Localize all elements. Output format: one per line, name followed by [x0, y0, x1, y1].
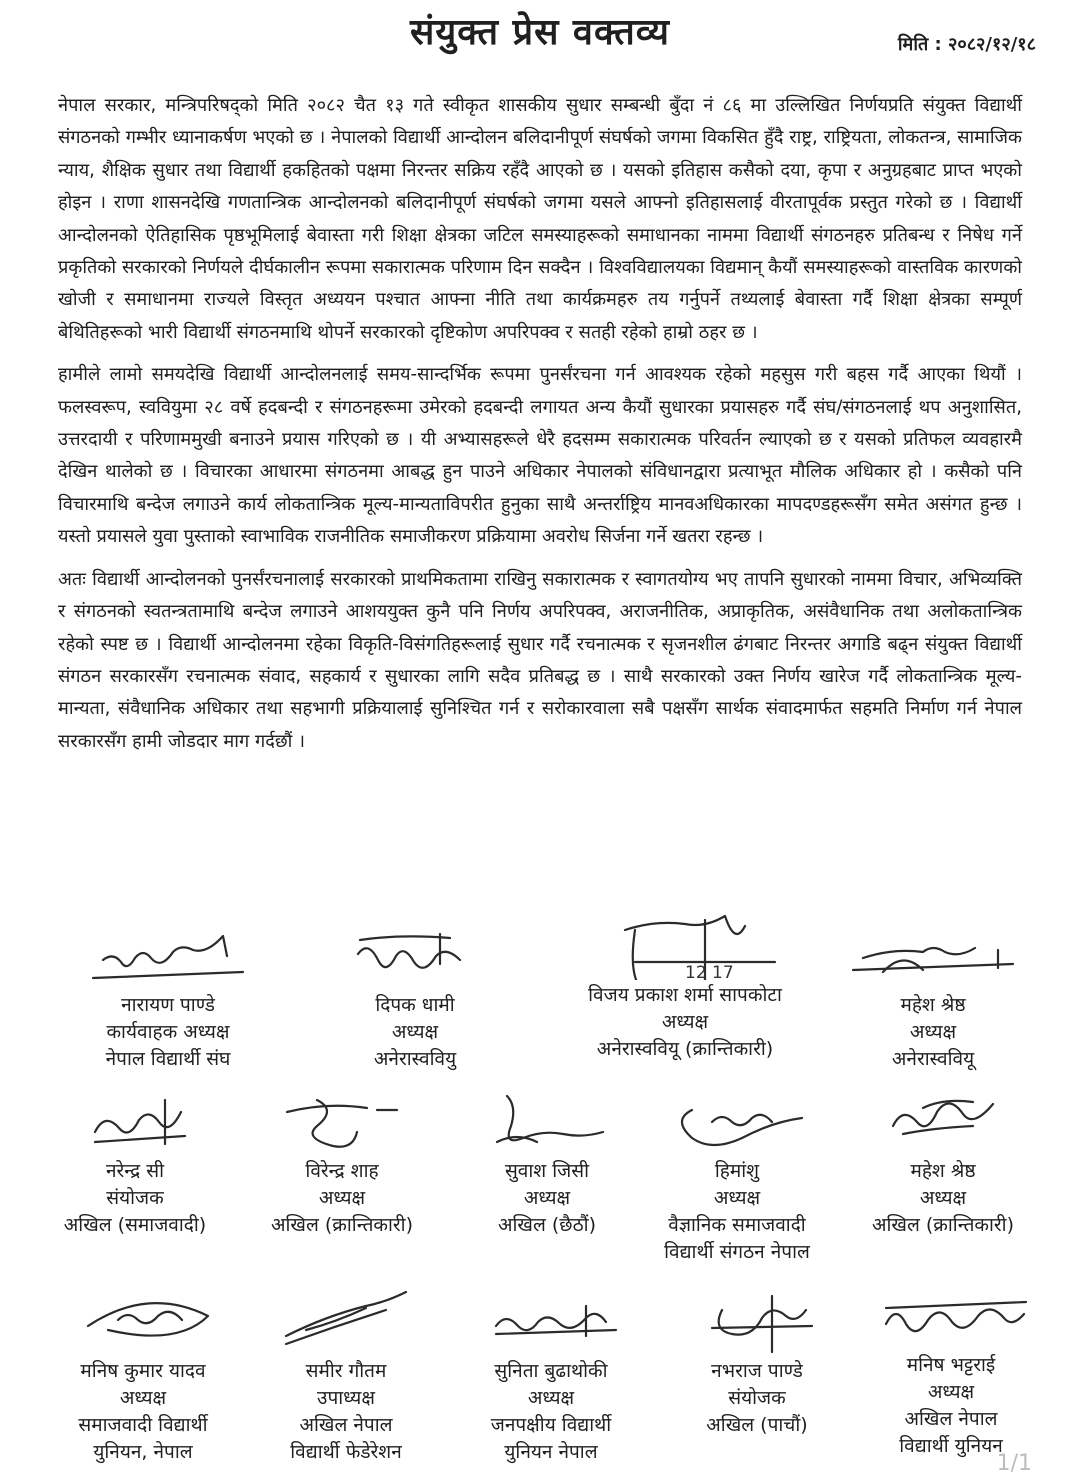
- signature-image: [65, 1086, 205, 1156]
- signatory-block: [462, 1086, 632, 1239]
- signatory-org: विद्यार्थी फेडेरेशन: [290, 1441, 402, 1463]
- signatory-role: अध्यक्ष: [523, 1187, 571, 1209]
- signature-image: [330, 920, 500, 990]
- signatory-role: अध्यक्ष: [927, 1381, 975, 1403]
- signatory-org: नेपाल विद्यार्थी संघ: [105, 1048, 231, 1070]
- signature-image: [58, 1286, 228, 1356]
- signatory-role: संयोजक: [106, 1187, 164, 1209]
- signatory-block: [48, 1286, 238, 1466]
- signatory-org: वैज्ञानिक समाजवादी: [668, 1214, 806, 1236]
- signatory-org: अखिल (समाजवादी): [63, 1214, 207, 1236]
- signatory-block: [632, 1086, 842, 1266]
- signatory-name: विजय प्रकाश शर्मा सापकोटा: [588, 984, 782, 1006]
- page-indicator: 1/1: [996, 1451, 1032, 1476]
- signatory-name: हिमांशु: [714, 1160, 760, 1182]
- paragraph-3: अतः विद्यार्थी आन्दोलनको पुनर्संरचनालाई सरकारको प्राथमिकतामा राखिनु सकारात्मक र स्वागतयोग्य भए तापनि सुधारको नाममा विचार, अभिव्यक्ति र संगठनको स्वतन्त्रतामाथि बन्देज लगाउने आशययुक्त कुनै पनि निर्णय अपरिपक्व, अराजनीतिक, अप्राकृतिक, असंवैधानिक तथा अलोकतान्त्रिक रहेको स्पष्ट छ । विद्यार्थी आन्दोलनमा रहेका विकृति-विसंगतिहरूलाई सुधार गर्दै रचनात्मक र सृजनशील ढंगबाट निरन्तर अगाडि बढ्न संयुक्त विद्यार्थी संगठन सरकारसँग रचनात्मक संवाद, सहकार्य र सुधारका लागि सदैव प्रतिबद्ध छ । साथै सरकारको उक्त निर्णय खारेज गर्दै लोकतान्त्रिक मूल्य-मान्यता, संवैधानिक अधिकार तथा सहभागी प्रक्रियालाई सुनिश्चित गर्न र सरोकारवाला सबै पक्षसँग सार्थक संवादमार्फत सहमति निर्माण गर्न नेपाल सरकारसँग हामी जोडदार माग गर्दछौं ।: [58, 568, 1022, 752]
- signatory-org: अखिल नेपाल: [299, 1414, 393, 1436]
- signatory-name: विरेन्द्र शाह: [305, 1160, 379, 1182]
- signatory-block: [256, 1286, 436, 1466]
- signatory-org: समाजवादी विद्यार्थी: [78, 1414, 208, 1436]
- signatory-block: [838, 920, 1028, 1073]
- signature-image: [466, 1286, 636, 1356]
- signatory-role: अध्यक्ष: [919, 1187, 967, 1209]
- paragraph-2: हामीले लामो समयदेखि विद्यार्थी आन्दोलनलाई समय-सान्दर्भिक रूपमा पुनर्संरचना गर्न आवश्यक रहेको महसुस गरी बहस गर्दै आएका थियौं । फलस्वरूप, स्ववियुमा २८ वर्षे हदबन्दी र संगठनहरूमा उमेरको हदबन्दी लगायत अन्य कैयौं सुधारका प्रयासहरु गर्दै संघ/संगठनलाई थप अनुशासित, उत्तरदायी र परिणाममुखी बनाउने प्रयास गरिएको छ । यी अभ्यासहरूले धेरै हदसम्म सकारात्मक परिवर्तन ल्याएको छ र यसको प्रतिफल व्यवहारमै देखिन थालेको छ । विचारका आधारमा संगठनमा आबद्ध हुन पाउने अधिकार नेपालको संविधानद्वारा प्रत्याभूत मौलिक अधिकार हो । कसैको पनि विचारमाथि बन्देज लगाउने कार्य लोकतान्त्रिक मूल्य-मान्यताविपरीत हुनुका साथै अन्तर्राष्ट्रिय मानवअधिकारका मापदण्डहरूसँग समेत असंगत हुन्छ । यस्तो प्रयासले युवा पुस्ताको स्वाभाविक राजनीतिक समाजीकरण प्रक्रियामा अवरोध सिर्जना गर्ने खतरा रहन्छ ।: [58, 364, 1022, 548]
- signatory-role: कार्यवाहक अध्यक्ष: [106, 1021, 230, 1043]
- signatory-role: संयोजक: [728, 1387, 786, 1409]
- signature-image: [866, 1280, 1036, 1350]
- signatory-name: दिपक धामी: [375, 994, 455, 1016]
- signatory-block: [848, 1086, 1038, 1239]
- signatory-org: युनियन नेपाल: [504, 1441, 598, 1463]
- signatory-block: [540, 910, 830, 1063]
- signatory-org: जनपक्षीय विद्यार्थी: [490, 1414, 612, 1436]
- signatory-org: युनियन, नेपाल: [93, 1441, 193, 1463]
- signatory-org: अखिल (पाचौं): [706, 1414, 808, 1436]
- signature-image: [73, 920, 263, 990]
- signatory-name: मनिष भट्टराई: [906, 1354, 996, 1376]
- signatory-block: [856, 1280, 1046, 1460]
- signatory-org: विद्यार्थी संगठन नेपाल: [664, 1241, 810, 1263]
- signatory-role: अध्यक्ष: [909, 1021, 957, 1043]
- signatory-block: [320, 920, 510, 1073]
- signatory-role: अध्यक्ष: [318, 1187, 366, 1209]
- signatory-name: नभराज पाण्डे: [711, 1360, 803, 1382]
- signatory-role: अध्यक्ष: [391, 1021, 439, 1043]
- signatory-org: अनेरास्ववियु: [373, 1048, 457, 1070]
- signature-image: [266, 1286, 426, 1356]
- signatory-role: अध्यक्ष: [661, 1011, 709, 1033]
- release-date: मिति : २०८२/१२/१८: [897, 34, 1036, 55]
- signatory-block: [40, 1086, 230, 1239]
- signatory-role: अध्यक्ष: [119, 1387, 167, 1409]
- signature-image: [682, 1286, 832, 1356]
- signatory-block: [242, 1086, 442, 1239]
- signatory-name: मनिष कुमार यादव: [80, 1360, 206, 1382]
- signature-image: [843, 920, 1023, 990]
- paragraph-1: नेपाल सरकार, मन्त्रिपरिषद्को मिति २०८२ चैत १३ गते स्वीकृत शासकीय सुधार सम्बन्धी बुँदा नं ८६ मा उल्लिखित निर्णयप्रति संयुक्त विद्यार्थी संगठनको गम्भीर ध्यानाकर्षण भएको छ । नेपालको विद्यार्थी आन्दोलन बलिदानीपूर्ण संघर्षको जगमा विकसित हुँदै राष्ट्र, राष्ट्रियता, लोकतन्त्र, सामाजिक न्याय, शैक्षिक सुधार तथा विद्यार्थी हकहितको पक्षमा निरन्तर सक्रिय रहँदै आएको छ । यसको इतिहास कसैको दया, कृपा र अनुग्रहबाट प्राप्त भएको होइन । राणा शासनदेखि गणतान्त्रिक आन्दोलनको बलिदानीपूर्ण संघर्षको जगमा यसले आफ्नो इतिहासलाई वीरतापूर्वक प्रस्तुत गरेको छ । विद्यार्थी आन्दोलनको ऐतिहासिक पृष्ठभूमिलाई बेवास्ता गरी शिक्षा क्षेत्रका जटिल समस्याहरूको समाधानका नाममा विद्यार्थी संगठनहरु प्रतिबन्ध र निषेध गर्ने प्रकृतिको सरकारको निर्णयले दीर्घकालीन रूपमा सकारात्मक परिणाम दिन सक्दैन । विश्वविद्यालयका विद्यमान् कैयौं समस्याहरूको वास्तविक कारणको खोजी र समाधानमा राज्यले विस्तृत अध्ययन पश्चात आफ्ना नीति तथा कार्यक्रमहरु तय गर्नुपर्ने तथ्यलाई बेवास्ता गर्दै शिक्षा क्षेत्रका सम्पूर्ण बेथितिहरूको भारी विद्यार्थी संगठनमाथि थोपर्ने सरकारको दृष्टिकोण अपरिपक्व र सतही रहेको हाम्रो ठहर छ ।: [58, 95, 1022, 343]
- signatory-name: नरेन्द्र सी: [105, 1160, 165, 1182]
- signatory-block: [58, 920, 278, 1073]
- signatory-org: अखिल नेपाल: [904, 1408, 998, 1430]
- signature-image: [652, 1086, 822, 1156]
- signatory-org: अखिल (क्रान्तिकारी): [270, 1214, 414, 1236]
- signatory-org: अखिल (छैठौं): [497, 1214, 596, 1236]
- signatory-role: उपाध्यक्ष: [317, 1387, 375, 1409]
- signatory-name: महेश श्रेष्ठ: [900, 994, 966, 1016]
- signature-image: [257, 1086, 427, 1156]
- statement-body: [58, 90, 1022, 768]
- signatory-org: अखिल (क्रान्तिकारी): [871, 1214, 1015, 1236]
- signatory-name: नारायण पाण्डे: [121, 994, 215, 1016]
- signatory-block: [672, 1286, 842, 1439]
- signatory-org: अनेरास्ववियू (क्रान्तिकारी): [596, 1038, 774, 1060]
- press-release-title: संयुक्त प्रेस वक्तव्य: [410, 12, 670, 53]
- signatory-role: अध्यक्ष: [713, 1187, 761, 1209]
- signature-image: [467, 1086, 627, 1156]
- signature-image: [863, 1086, 1023, 1156]
- signatory-name: समीर गौतम: [305, 1360, 387, 1382]
- signatory-name: सुवाश जिसी: [504, 1160, 590, 1182]
- signatory-name: सुनिता बुढाथोकी: [494, 1360, 608, 1382]
- signatory-name: महेश श्रेष्ठ: [910, 1160, 976, 1182]
- signatory-role: अध्यक्ष: [527, 1387, 575, 1409]
- signature-image: [585, 910, 785, 980]
- signatory-block: [456, 1286, 646, 1466]
- signatory-org: विद्यार्थी युनियन: [899, 1435, 1003, 1457]
- signatory-org: अनेरास्ववियू: [891, 1048, 975, 1070]
- signature-date: 12 17: [685, 963, 734, 980]
